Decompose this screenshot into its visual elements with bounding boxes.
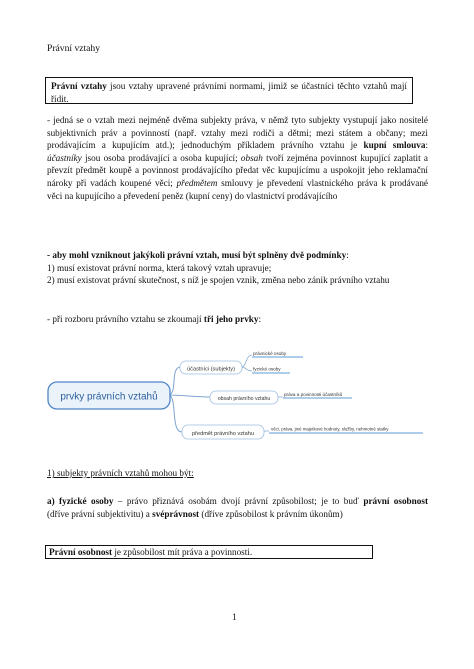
para1-line1: - jedná se o vztah mezi nejméně dvěma subjekty práva, v němž tyto subjekty vystupují jako nositelé bbox=[47, 115, 428, 125]
para1-line6 bbox=[47, 177, 428, 190]
mindmap-leaf-rights: práva a povinnosti účastníků bbox=[284, 392, 343, 397]
para1-colon: : bbox=[425, 140, 428, 151]
mindmap-leaf-connector-1 bbox=[242, 355, 252, 367]
elements-intro-bold: tři jeho prvky bbox=[203, 314, 259, 324]
para1-line4-end: tvoří zejména povinnost kupující zaplatit a bbox=[262, 152, 428, 163]
definition-term: Právní vztahy bbox=[51, 81, 107, 91]
para4-svepravnost: svéprávnost bbox=[152, 508, 200, 519]
legal-personality-term: Právní osobnost bbox=[49, 547, 113, 557]
para1-line6-end: smlouvy je převedení vlastnického práva k prodávané bbox=[217, 177, 428, 188]
definition-box bbox=[45, 77, 413, 104]
para1-line3 bbox=[47, 139, 428, 152]
mindmap-branch-object-label: předmět právního vztahu bbox=[192, 431, 254, 437]
para1-obsah: obsah bbox=[240, 152, 263, 163]
page-number: 1 bbox=[232, 613, 237, 623]
para4-pravni-osobnost: právní osobnost bbox=[363, 496, 428, 506]
para4-line2-end: (dříve způsobilost k právním úkonům) bbox=[199, 508, 343, 519]
paragraph-relation bbox=[47, 114, 428, 202]
para1-line4-text: jsou osoba prodávající a osoba kupující; bbox=[81, 152, 241, 163]
conditions-heading bbox=[47, 249, 428, 262]
para4-fyzicke-osoby: a) fyzické osoby bbox=[47, 496, 114, 506]
para1-ucastniky: účastníky bbox=[47, 152, 82, 163]
para1-line6-text: nároky při vadách koupené věci; bbox=[47, 177, 177, 188]
para4-line2 bbox=[47, 508, 428, 521]
para4-line1 bbox=[47, 495, 428, 508]
conditions-colon: : bbox=[346, 250, 349, 260]
section-subjects bbox=[47, 467, 194, 480]
para1-kupni-smlouva: kupní smlouva bbox=[363, 140, 426, 151]
mindmap-branch-content-label: obsah právního vztahu bbox=[217, 396, 271, 402]
mindmap bbox=[40, 347, 430, 447]
legal-personality-text: je způsobilost mít práva a povinnosti. bbox=[112, 547, 253, 557]
mindmap-branch-subjects-label: účastníci (subjekty) bbox=[187, 366, 235, 373]
conditions-heading-bold: - aby mohl vzniknout jakýkoli právní vztah, musí být splněny dvě podmínky bbox=[47, 250, 347, 260]
elements-intro-text: - při rozboru právního vztahu se zkoumají bbox=[47, 314, 204, 324]
para1-line3-text: prodávajícím a kupujícím atd.); jednoduchým příkladem právního vztahu je bbox=[47, 140, 364, 151]
elements-intro-colon: : bbox=[258, 314, 262, 324]
section-subjects-heading: 1) subjekty právních vztahů mohou být: bbox=[47, 468, 194, 478]
para1-line4 bbox=[47, 152, 428, 165]
para4-line1-text: – právo přiznává osobám dvojí právní způsobilost; je to buď bbox=[113, 496, 364, 506]
para1-predmetem: předmětem bbox=[176, 177, 218, 188]
condition-item-2: 2) musí existovat právní skutečnost, s níž je spojen vznik, změna nebo zánik právního vztahu bbox=[47, 275, 390, 286]
condition-item-1: 1) musí existovat právní norma, která takový vztah upravuje; bbox=[47, 262, 272, 273]
mindmap-leaf-physical: fyzické osoby bbox=[253, 366, 281, 372]
para4-line2-text: (dříve právní subjektivitu) a bbox=[47, 508, 153, 519]
para1-line5: převzít předmět koupě a povinnost prodávajícího předat věc kupujícímu a uspokojit jeho reklamační bbox=[47, 165, 428, 176]
para1-line7: věci na kupujícího a převedení peněz (kupní ceny) do vlastnictví prodávajícího bbox=[47, 190, 338, 201]
mindmap-leaf-things: věci, práva, jiné majetkové hodnoty, služby, nehmotné statky bbox=[271, 426, 389, 432]
legal-personality-box bbox=[45, 545, 373, 559]
paragraph-physical-persons bbox=[47, 495, 428, 520]
mindmap-center-label: prvky právních vztahů bbox=[60, 391, 158, 403]
elements-intro bbox=[47, 313, 261, 326]
mindmap-leaf-connector-2 bbox=[242, 367, 252, 371]
mindmap-leaf-legal: právnické osoby bbox=[253, 351, 287, 356]
paragraph-conditions bbox=[47, 249, 428, 287]
definition-text: jsou vztahy upravené právními normami, jimiž se účastníci těchto vztahů mají řídit. bbox=[51, 81, 407, 104]
mindmap-connector-2 bbox=[168, 395, 210, 397]
para1-line2: subjektivních práv a povinností (např. vztahy mezi rodiči a dětmi; mezi státem a občany; mezi bbox=[47, 127, 428, 138]
page-title: Právní vztahy bbox=[47, 43, 101, 54]
